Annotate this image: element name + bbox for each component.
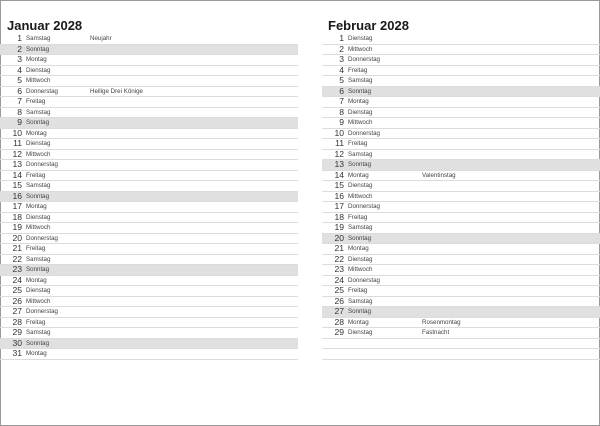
day-number: 20 (334, 232, 344, 243)
weekday-name: Samstag (26, 182, 51, 189)
day-row (0, 339, 298, 350)
day-number: 11 (13, 138, 22, 148)
weekday-name: Donnerstag (26, 87, 58, 95)
weekday-name: Samstag (26, 108, 51, 116)
weekday-name: Freitag (26, 98, 46, 105)
weekday-name: Dienstag (26, 66, 51, 74)
day-number: 28 (12, 316, 22, 327)
day-number: 17 (334, 201, 344, 211)
weekday-name: Sonntag (26, 119, 50, 126)
day-row (0, 328, 298, 339)
weekday-name: Freitag (348, 213, 368, 221)
day-row (322, 234, 600, 245)
day-row (0, 265, 298, 276)
day-number: 26 (12, 295, 22, 306)
day-number: 20 (12, 232, 22, 243)
day-number: 13 (12, 159, 22, 169)
day-row (322, 223, 600, 234)
weekday-name: Montag (26, 56, 47, 63)
day-row (0, 202, 298, 213)
day-row (322, 108, 600, 119)
weekday-name: Sonntag (26, 192, 50, 200)
day-number: 1 (339, 33, 344, 43)
weekday-name: Freitag (348, 66, 368, 74)
day-row (322, 150, 600, 161)
weekday-name: Montag (26, 203, 47, 210)
day-row (0, 297, 298, 308)
day-number: 10 (334, 127, 344, 138)
day-row (0, 76, 298, 87)
weekday-name: Samstag (26, 329, 51, 336)
weekday-name: Montag (26, 276, 47, 284)
day-row (0, 307, 298, 318)
day-number: 24 (334, 274, 344, 285)
day-number: 25 (334, 285, 344, 295)
day-number: 16 (334, 190, 344, 201)
weekday-name: Mittwoch (348, 45, 373, 53)
weekday-name: Donnerstag (348, 276, 380, 284)
weekday-name: Mittwoch (26, 297, 51, 305)
holiday-label: Fastnacht (422, 329, 450, 336)
day-number: 28 (334, 316, 344, 327)
day-number: 5 (17, 75, 22, 85)
day-row (0, 171, 298, 182)
day-row (322, 160, 600, 171)
day-row (0, 108, 298, 119)
weekday-name: Dienstag (348, 329, 373, 336)
weekday-name: Donnerstag (348, 56, 380, 63)
day-number: 5 (339, 75, 344, 85)
day-row (0, 34, 298, 45)
day-number: 3 (339, 54, 344, 64)
weekday-name: Sonntag (348, 234, 372, 242)
day-row (322, 255, 600, 266)
day-row (322, 181, 600, 192)
day-row (322, 297, 600, 308)
day-row (0, 244, 298, 255)
holiday-label: Neujahr (90, 35, 112, 42)
day-number: 24 (12, 274, 22, 285)
weekday-name: Montag (348, 245, 369, 252)
day-row (322, 87, 600, 98)
weekday-name: Samstag (26, 35, 51, 42)
day-number: 23 (334, 264, 344, 274)
day-number: 15 (12, 180, 22, 190)
day-number: 10 (12, 127, 22, 138)
weekday-name: Mittwoch (26, 224, 51, 231)
weekday-name: Dienstag (348, 108, 373, 116)
day-number: 7 (339, 96, 344, 106)
day-row (322, 118, 600, 129)
day-number: 15 (334, 180, 344, 190)
weekday-name: Donnerstag (348, 129, 380, 137)
day-number: 1 (17, 33, 22, 43)
weekday-name: Donnerstag (348, 203, 380, 210)
day-number: 27 (334, 306, 344, 316)
weekday-name: Mittwoch (26, 150, 51, 158)
weekday-name: Samstag (26, 255, 51, 263)
holiday-label: Heilige Drei Könige (90, 87, 143, 95)
day-row (322, 318, 600, 329)
day-number: 31 (12, 348, 22, 358)
day-row (322, 97, 600, 108)
weekday-name: Samstag (348, 150, 373, 158)
weekday-name: Dienstag (26, 213, 51, 221)
weekday-name: Samstag (348, 297, 373, 305)
day-number: 30 (12, 337, 22, 348)
weekday-name: Mittwoch (26, 77, 51, 84)
weekday-name: Montag (26, 129, 47, 137)
day-row (322, 139, 600, 150)
weekday-name: Sonntag (26, 339, 50, 347)
day-number: 6 (17, 85, 22, 96)
day-number: 26 (334, 295, 344, 306)
day-number: 7 (17, 96, 22, 106)
day-row (0, 139, 298, 150)
day-row (0, 129, 298, 140)
weekday-name: Sonntag (348, 87, 372, 95)
weekday-name: Montag (348, 98, 369, 105)
day-number: 14 (12, 169, 22, 180)
weekday-name: Montag (26, 350, 47, 357)
day-number: 2 (339, 43, 344, 54)
day-number: 17 (12, 201, 22, 211)
day-row (322, 129, 600, 140)
day-number: 6 (339, 85, 344, 96)
day-number: 12 (12, 148, 22, 159)
day-number: 19 (334, 222, 344, 232)
holiday-label: Rosenmontag (422, 318, 461, 326)
weekday-name: Mittwoch (348, 192, 373, 200)
day-number: 19 (12, 222, 22, 232)
weekday-name: Mittwoch (348, 266, 373, 273)
weekday-name: Freitag (26, 171, 46, 179)
day-number: 18 (12, 211, 22, 222)
day-number: 2 (17, 43, 22, 54)
day-row (322, 34, 600, 45)
day-row (322, 339, 600, 350)
day-number: 25 (12, 285, 22, 295)
day-number: 22 (334, 253, 344, 264)
day-row (322, 307, 600, 318)
day-row (322, 76, 600, 87)
day-number: 11 (335, 138, 344, 148)
day-number: 4 (339, 64, 344, 75)
weekday-name: Dienstag (348, 255, 373, 263)
day-row (0, 234, 298, 245)
day-row (322, 192, 600, 203)
day-number: 12 (334, 148, 344, 159)
weekday-name: Montag (348, 318, 369, 326)
weekday-name: Sonntag (26, 266, 50, 273)
weekday-name: Sonntag (348, 161, 372, 168)
day-row (0, 192, 298, 203)
day-row (322, 66, 600, 77)
day-row (0, 55, 298, 66)
day-row (322, 213, 600, 224)
day-number: 18 (334, 211, 344, 222)
day-row (0, 255, 298, 266)
month-title: Februar 2028 (328, 18, 409, 33)
day-number: 8 (17, 106, 22, 117)
day-number: 16 (12, 190, 22, 201)
weekday-name: Montag (348, 171, 369, 179)
weekday-name: Dienstag (348, 182, 373, 189)
day-number: 29 (12, 327, 22, 337)
weekday-name: Dienstag (26, 287, 51, 294)
day-row (0, 349, 298, 360)
day-row (322, 244, 600, 255)
month-title: Januar 2028 (7, 18, 83, 33)
weekday-name: Samstag (348, 224, 373, 231)
day-row (0, 66, 298, 77)
day-row (0, 213, 298, 224)
weekday-name: Freitag (26, 245, 46, 252)
weekday-name: Freitag (348, 287, 368, 294)
weekday-name: Mittwoch (348, 119, 373, 126)
weekday-name: Sonntag (348, 308, 372, 315)
day-number: 27 (12, 306, 22, 316)
weekday-name: Donnerstag (26, 234, 58, 242)
day-row (322, 286, 600, 297)
day-row (0, 45, 298, 56)
weekday-name: Sonntag (26, 45, 50, 53)
day-row (0, 160, 298, 171)
day-number: 22 (12, 253, 22, 264)
day-row (0, 276, 298, 287)
holiday-label: Valentinstag (422, 171, 456, 179)
day-number: 29 (334, 327, 344, 337)
day-row (0, 286, 298, 297)
day-number: 14 (334, 169, 344, 180)
day-row (0, 223, 298, 234)
day-number: 21 (12, 243, 22, 253)
weekday-name: Freitag (348, 140, 368, 147)
day-row (322, 45, 600, 56)
day-row (322, 276, 600, 287)
day-row (0, 97, 298, 108)
day-row (322, 265, 600, 276)
day-row (322, 328, 600, 339)
day-number: 3 (17, 54, 22, 64)
day-row (0, 318, 298, 329)
day-number: 13 (334, 159, 344, 169)
day-number: 9 (339, 117, 344, 127)
day-row (0, 181, 298, 192)
day-number: 4 (17, 64, 22, 75)
day-number: 8 (339, 106, 344, 117)
weekday-name: Donnerstag (26, 308, 58, 315)
day-number: 21 (334, 243, 344, 253)
weekday-name: Dienstag (348, 35, 373, 42)
day-row (0, 87, 298, 98)
weekday-name: Donnerstag (26, 161, 58, 168)
day-row (0, 150, 298, 161)
day-number: 9 (17, 117, 22, 127)
day-number: 23 (12, 264, 22, 274)
day-row (322, 202, 600, 213)
day-row (322, 171, 600, 182)
weekday-name: Samstag (348, 77, 373, 84)
day-row (322, 55, 600, 66)
day-row (0, 118, 298, 129)
weekday-name: Dienstag (26, 140, 51, 147)
weekday-name: Freitag (26, 318, 46, 326)
day-row (322, 349, 600, 360)
